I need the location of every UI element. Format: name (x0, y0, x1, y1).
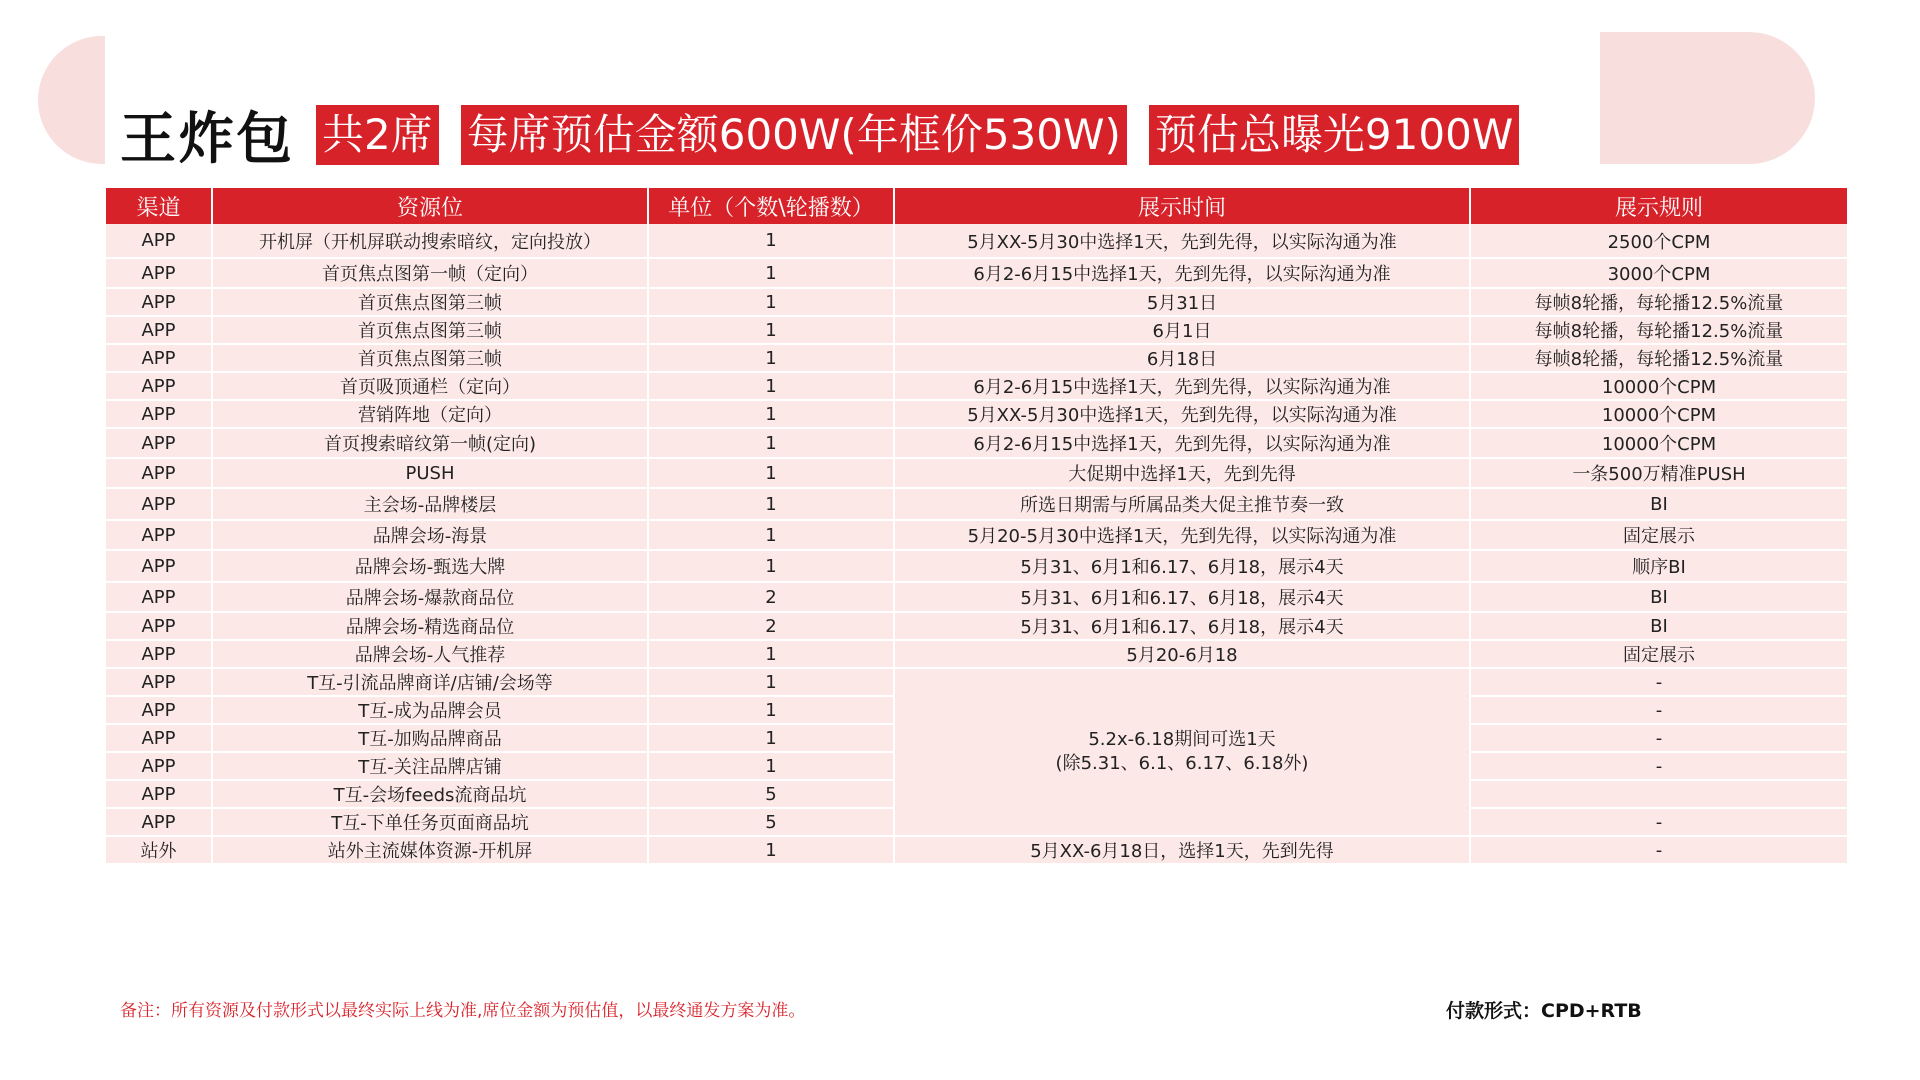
cell-channel: APP (106, 458, 212, 488)
cell-time-merged (894, 668, 1470, 836)
merged-time-line2: (除5.31、6.1、6.17、6.18外) (1055, 753, 1309, 774)
cell-unit: 1 (648, 696, 894, 724)
cell-time: 5月XX-6月18日，选择1天，先到先得 (894, 836, 1470, 864)
cell-unit: 5 (648, 808, 894, 836)
cell-rule: - (1470, 668, 1848, 696)
cell-time: 5月31、6月1和6.17、6月18，展示4天 (894, 582, 1470, 612)
cell-time: 5月31、6月1和6.17、6月18，展示4天 (894, 550, 1470, 582)
cell-unit: 1 (648, 836, 894, 864)
cell-time: 5月31、6月1和6.17、6月18，展示4天 (894, 612, 1470, 640)
cell-time: 6月2-6月15中选择1天，先到先得，以实际沟通为准 (894, 372, 1470, 400)
cell-time: 所选日期需与所属品类大促主推节奏一致 (894, 488, 1470, 520)
cell-channel: APP (106, 400, 212, 428)
cell-unit: 1 (648, 344, 894, 372)
cell-resource: 首页焦点图第三帧 (212, 288, 648, 316)
header-time: 展示时间 (894, 188, 1470, 224)
table-row (106, 582, 1848, 612)
cell-resource: 开机屏（开机屏联动搜索暗纹，定向投放） (212, 224, 648, 258)
cell-resource: T互-下单任务页面商品坑 (212, 808, 648, 836)
page-title: 王炸包 (120, 107, 294, 172)
cell-unit: 1 (648, 668, 894, 696)
cell-rule: BI (1470, 488, 1848, 520)
table-row (106, 612, 1848, 640)
cell-rule: 10000个CPM (1470, 400, 1848, 428)
cell-resource: 品牌会场-爆款商品位 (212, 582, 648, 612)
cell-channel: APP (106, 752, 212, 780)
cell-channel: APP (106, 724, 212, 752)
cell-channel: APP (106, 488, 212, 520)
table-row (106, 372, 1848, 400)
table-row (106, 488, 1848, 520)
cell-channel: APP (106, 808, 212, 836)
cell-resource: T互-加购品牌商品 (212, 724, 648, 752)
cell-resource: 营销阵地（定向） (212, 400, 648, 428)
cell-channel: APP (106, 668, 212, 696)
cell-rule: 每帧8轮播，每轮播12.5%流量 (1470, 288, 1848, 316)
cell-rule: - (1470, 752, 1848, 780)
cell-time: 大促期中选择1天，先到先得 (894, 458, 1470, 488)
cell-channel: APP (106, 224, 212, 258)
table-row (106, 224, 1848, 258)
cell-unit: 1 (648, 372, 894, 400)
cell-channel: APP (106, 582, 212, 612)
cell-channel: APP (106, 288, 212, 316)
cell-rule: 10000个CPM (1470, 372, 1848, 400)
cell-channel: APP (106, 428, 212, 458)
cell-channel: APP (106, 696, 212, 724)
cell-rule: 固定展示 (1470, 640, 1848, 668)
cell-rule: BI (1470, 582, 1848, 612)
cell-rule: 3000个CPM (1470, 258, 1848, 288)
cell-resource: 首页搜索暗纹第一帧(定向) (212, 428, 648, 458)
cell-resource: 品牌会场-甄选大牌 (212, 550, 648, 582)
cell-resource: 首页吸顶通栏（定向） (212, 372, 648, 400)
cell-rule: 每帧8轮播，每轮播12.5%流量 (1470, 344, 1848, 372)
cell-time: 6月2-6月15中选择1天，先到先得，以实际沟通为准 (894, 428, 1470, 458)
table-row (106, 520, 1848, 550)
cell-unit: 1 (648, 428, 894, 458)
cell-unit: 1 (648, 752, 894, 780)
cell-unit: 1 (648, 316, 894, 344)
cell-resource: T互-关注品牌店铺 (212, 752, 648, 780)
cell-resource: 品牌会场-海景 (212, 520, 648, 550)
cell-unit: 2 (648, 582, 894, 612)
cell-channel: APP (106, 612, 212, 640)
cell-unit: 1 (648, 520, 894, 550)
table-row (106, 316, 1848, 344)
table-row (106, 458, 1848, 488)
cell-resource: 首页焦点图第三帧 (212, 344, 648, 372)
cell-rule (1470, 780, 1848, 808)
table-row (106, 668, 1848, 696)
cell-unit: 1 (648, 550, 894, 582)
table-row (106, 550, 1848, 582)
table-row (106, 428, 1848, 458)
merged-time-line1: 5.2x-6.18期间可选1天 (1088, 729, 1276, 750)
table-row (106, 258, 1848, 288)
seat-count-tag: 共2席 (316, 105, 439, 165)
cell-unit: 1 (648, 288, 894, 316)
cell-channel: APP (106, 520, 212, 550)
cell-channel: APP (106, 780, 212, 808)
cell-channel: APP (106, 344, 212, 372)
title-row (120, 100, 1541, 170)
header-rule: 展示规则 (1470, 188, 1848, 224)
header-unit: 单位（个数\轮播数） (648, 188, 894, 224)
cell-unit: 1 (648, 458, 894, 488)
table-row (106, 836, 1848, 864)
cell-channel: APP (106, 372, 212, 400)
cell-channel: APP (106, 258, 212, 288)
cell-resource: T互-会场feeds流商品坑 (212, 780, 648, 808)
cell-unit: 1 (648, 258, 894, 288)
cell-resource: 品牌会场-人气推荐 (212, 640, 648, 668)
cell-rule: - (1470, 836, 1848, 864)
cell-resource: 首页焦点图第一帧（定向） (212, 258, 648, 288)
cell-rule: BI (1470, 612, 1848, 640)
exposure-tag: 预估总曝光9100W (1149, 105, 1519, 165)
cell-rule: - (1470, 724, 1848, 752)
payment-method: 付款形式：CPD+RTB (1446, 1000, 1642, 1022)
cell-resource: T互-引流品牌商详/店铺/会场等 (212, 668, 648, 696)
cell-channel: APP (106, 316, 212, 344)
cell-time: 5月XX-5月30中选择1天，先到先得，以实际沟通为准 (894, 400, 1470, 428)
cell-time: 5月XX-5月30中选择1天，先到先得，以实际沟通为准 (894, 224, 1470, 258)
remark-note: 备注：所有资源及付款形式以最终实际上线为准,席位金额为预估值，以最终通发方案为准。 (120, 1001, 806, 1021)
cell-rule: 每帧8轮播，每轮播12.5%流量 (1470, 316, 1848, 344)
cell-resource: 品牌会场-精选商品位 (212, 612, 648, 640)
cell-unit: 1 (648, 640, 894, 668)
cell-time: 5月20-6月18 (894, 640, 1470, 668)
table-row (106, 640, 1848, 668)
cell-resource: PUSH (212, 458, 648, 488)
table-row (106, 344, 1848, 372)
table-header-row (106, 188, 1848, 224)
cell-unit: 1 (648, 724, 894, 752)
cell-time: 6月2-6月15中选择1天，先到先得，以实际沟通为准 (894, 258, 1470, 288)
cell-channel: APP (106, 550, 212, 582)
cell-unit: 1 (648, 488, 894, 520)
header-channel: 渠道 (106, 188, 212, 224)
cell-unit: 2 (648, 612, 894, 640)
resource-table (106, 188, 1849, 865)
cell-time: 5月20-5月30中选择1天，先到先得，以实际沟通为准 (894, 520, 1470, 550)
cell-time: 5月31日 (894, 288, 1470, 316)
cell-rule: - (1470, 696, 1848, 724)
cell-unit: 1 (648, 224, 894, 258)
header-resource: 资源位 (212, 188, 648, 224)
cell-channel: APP (106, 640, 212, 668)
cell-rule: - (1470, 808, 1848, 836)
cell-channel: 站外 (106, 836, 212, 864)
cell-resource: 首页焦点图第三帧 (212, 316, 648, 344)
table-row (106, 400, 1848, 428)
cell-rule: 10000个CPM (1470, 428, 1848, 458)
cell-rule: 固定展示 (1470, 520, 1848, 550)
seat-price-tag: 每席预估金额600W(年框价530W) (461, 105, 1127, 165)
cell-time: 6月18日 (894, 344, 1470, 372)
cell-resource: T互-成为品牌会员 (212, 696, 648, 724)
cell-unit: 1 (648, 400, 894, 428)
decor-blob-right (1600, 32, 1815, 164)
cell-rule: 顺序BI (1470, 550, 1848, 582)
cell-time: 6月1日 (894, 316, 1470, 344)
cell-rule: 一条500万精准PUSH (1470, 458, 1848, 488)
table-row (106, 288, 1848, 316)
cell-resource: 站外主流媒体资源-开机屏 (212, 836, 648, 864)
cell-rule: 2500个CPM (1470, 224, 1848, 258)
cell-unit: 5 (648, 780, 894, 808)
cell-resource: 主会场-品牌楼层 (212, 488, 648, 520)
